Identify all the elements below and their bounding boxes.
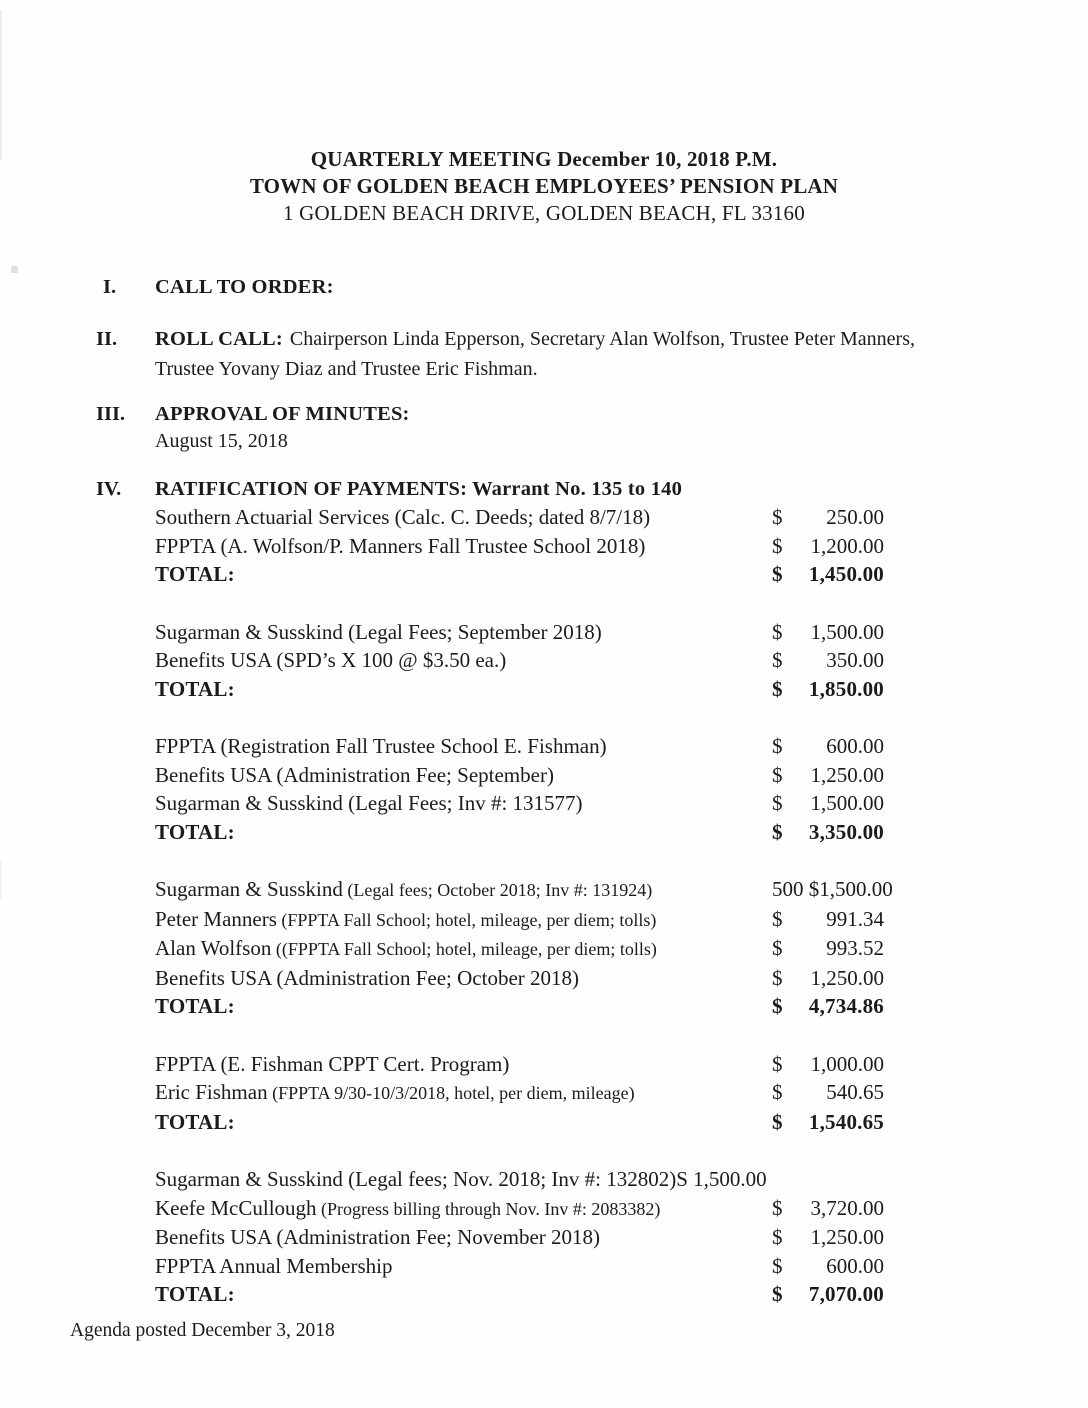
amount-value: 1,200.00	[810, 533, 884, 558]
currency-symbol: $	[772, 505, 783, 529]
amount-value: 600.00	[826, 1253, 884, 1278]
payment-amount	[772, 503, 884, 532]
amount-value: 3,720.00	[810, 1195, 884, 1220]
currency-symbol: $	[772, 533, 783, 558]
payment-description	[155, 1194, 772, 1224]
payment-description	[155, 646, 772, 675]
payment-total-row	[155, 1280, 975, 1309]
currency-symbol: $	[772, 936, 783, 960]
payment-note: (FPPTA Fall School; hotel, mileage, per diem; tolls)	[276, 909, 657, 930]
payee-text: FPPTA (Registration Fall Trustee School E. Fishman)	[155, 734, 607, 758]
section-ratification-of-payments	[96, 475, 988, 1309]
amount-value: 1,000.00	[810, 1051, 884, 1076]
payments-list	[155, 503, 975, 1309]
total-label: TOTAL:	[155, 994, 235, 1018]
payee-text: Eric Fishman	[155, 1080, 268, 1104]
section-content	[155, 400, 975, 454]
amount-value: 1,250.00	[810, 965, 884, 990]
payee-text: FPPTA (E. Fishman CPPT Cert. Program)	[155, 1051, 510, 1076]
payment-block	[155, 1050, 975, 1137]
amount-value: 1,850.00	[808, 676, 884, 701]
section-numeral: II.	[96, 328, 118, 350]
payment-amount	[772, 1050, 884, 1079]
currency-symbol: $	[772, 965, 783, 990]
amount-value: 540.65	[826, 1080, 884, 1104]
section-content	[155, 475, 975, 1309]
payment-amount	[772, 1194, 884, 1224]
total-label: TOTAL:	[155, 562, 235, 586]
payment-description	[155, 1223, 772, 1252]
currency-symbol: $	[772, 1051, 783, 1076]
payment-row	[155, 934, 975, 964]
section-title: ROLL CALL:	[155, 328, 283, 350]
section-title: RATIFICATION OF PAYMENTS: Warrant No. 135 to 140	[155, 478, 683, 500]
payment-description	[155, 761, 772, 790]
payment-total-row	[155, 1108, 975, 1137]
payment-description	[155, 875, 772, 905]
payment-description	[155, 1165, 676, 1194]
payee-text: FPPTA (A. Wolfson/P. Manners Fall Trustee School 2018)	[155, 533, 646, 558]
payment-row	[155, 1252, 975, 1281]
section-call-to-order	[96, 273, 988, 301]
payment-total-row	[155, 818, 975, 847]
payment-row	[155, 646, 975, 675]
amount-value: 1,500.00	[819, 877, 893, 901]
payment-amount	[772, 1223, 884, 1252]
amount-value: 993.52	[826, 936, 884, 960]
payee-text: Benefits USA (Administration Fee; November 2018)	[155, 1225, 601, 1249]
total-amount	[772, 818, 884, 847]
currency-symbol: $	[772, 906, 783, 931]
section-approval-of-minutes	[96, 400, 988, 454]
amount-value: 350.00	[826, 648, 884, 672]
payee-text: Southern Actuarial Services (Calc. C. Deeds; dated 8/7/18)	[155, 505, 651, 529]
amount-value: 4,734.86	[808, 994, 884, 1018]
total-label: TOTAL:	[155, 1282, 235, 1306]
payment-row	[155, 503, 975, 532]
amount-value: 1,500.00	[810, 791, 884, 815]
payment-amount	[772, 761, 884, 790]
currency-symbol: $	[772, 734, 783, 758]
amount-value: 3,350.00	[808, 819, 884, 844]
address-line: 1 GOLDEN BEACH DRIVE, GOLDEN BEACH, FL 33160	[283, 201, 805, 225]
payment-block	[155, 503, 975, 589]
payment-row	[155, 905, 975, 935]
total-amount	[772, 1108, 884, 1137]
currency-symbol: $	[772, 1195, 783, 1220]
total-amount	[772, 675, 884, 704]
payment-total-row	[155, 992, 975, 1021]
payment-amount	[772, 1252, 884, 1281]
total-label: TOTAL:	[155, 1109, 235, 1134]
payee-text: FPPTA Annual Membership	[155, 1253, 393, 1278]
currency-symbol: $	[772, 819, 783, 844]
payment-note: (Legal fees; October 2018; Inv #: 131924)	[342, 880, 653, 900]
payment-description	[155, 503, 772, 532]
payment-row	[155, 618, 975, 647]
section-title: APPROVAL OF MINUTES:	[155, 403, 410, 425]
amount-value: 1,450.00	[808, 562, 884, 586]
payment-amount	[772, 646, 884, 675]
payment-block	[155, 1165, 975, 1309]
amount-value: 1,500.00	[810, 619, 884, 644]
payment-amount: S 1,500.00	[676, 1167, 767, 1191]
payee-text: Sugarman & Susskind (Legal Fees; Inv #: 131577)	[155, 791, 583, 815]
currency-symbol: $	[772, 1253, 783, 1278]
payee-text: Keefe McCullough	[155, 1195, 317, 1220]
payment-note: (FPPTA 9/30-10/3/2018, hotel, per diem, mileage)	[267, 1083, 635, 1103]
payment-note: ((FPPTA Fall School; hotel, mileage, per diem; tolls)	[271, 939, 657, 959]
payment-amount	[772, 789, 884, 818]
currency-symbol: $	[772, 562, 783, 586]
payment-note: (Progress billing through Nov. Inv #: 2083382)	[316, 1198, 661, 1219]
amount-value: 250.00	[826, 505, 884, 529]
currency-symbol: $	[772, 791, 783, 815]
payee-text: Alan Wolfson	[155, 936, 272, 960]
payment-description	[155, 732, 772, 761]
section-numeral: IV.	[96, 478, 122, 500]
payment-row	[155, 789, 975, 818]
payment-amount	[772, 964, 884, 993]
currency-symbol: $	[772, 762, 783, 787]
payment-row	[155, 1078, 975, 1108]
payment-row	[155, 761, 975, 790]
currency-symbol: $	[772, 1080, 783, 1104]
payment-description	[155, 905, 772, 935]
currency-symbol: $	[772, 1225, 783, 1249]
meeting-title-line: QUARTERLY MEETING December 10, 2018 P.M.	[310, 147, 778, 171]
scan-artifact	[0, 10, 2, 160]
payment-amount	[772, 618, 884, 647]
currency-symbol: 500 $	[772, 877, 820, 901]
payment-description	[155, 934, 772, 964]
amount-value: 1,250.00	[810, 1225, 884, 1249]
plan-name-line: TOWN OF GOLDEN BEACH EMPLOYEES’ PENSION PLAN	[249, 174, 839, 198]
payment-row	[155, 1223, 975, 1252]
payment-row	[155, 732, 975, 761]
payment-description	[155, 532, 772, 561]
payment-description	[155, 618, 772, 647]
document-header	[0, 0, 1088, 227]
payment-block	[155, 875, 975, 1021]
payment-description	[155, 1078, 772, 1108]
payment-description	[155, 789, 772, 818]
total-amount	[772, 1280, 884, 1309]
amount-value: 1,540.65	[808, 1109, 884, 1134]
payee-text: Benefits USA (Administration Fee; October 2018)	[155, 965, 580, 990]
payee-text: Benefits USA (SPD’s X 100 @ $3.50 ea.)	[155, 648, 507, 672]
currency-symbol: $	[772, 1282, 783, 1306]
payment-amount	[772, 732, 884, 761]
payee-text: Sugarman & Susskind (Legal Fees; September 2018)	[155, 619, 602, 644]
payment-total-row	[155, 675, 975, 704]
currency-symbol: $	[772, 619, 783, 644]
amount-value: 600.00	[826, 734, 884, 758]
payment-amount	[772, 905, 884, 935]
amount-value: 991.34	[826, 906, 884, 931]
payment-row	[155, 964, 975, 993]
roll-call-names: Chairperson Linda Epperson, Secretary Alan Wolfson, Trustee Peter Manners, Trustee Yovany Diaz and Trustee Eric Fishman.	[155, 328, 915, 380]
amount-value: 1,250.00	[810, 762, 884, 787]
total-label: TOTAL:	[155, 676, 235, 701]
payee-text: Sugarman & Susskind (Legal fees; Nov. 2018; Inv #: 132802)	[155, 1167, 677, 1191]
payment-row	[155, 1194, 975, 1224]
payment-total-row	[155, 560, 975, 589]
payment-block	[155, 732, 975, 846]
section-roll-call	[96, 325, 988, 385]
section-numeral: III.	[96, 403, 126, 425]
payment-block	[155, 618, 975, 704]
currency-symbol: $	[772, 1109, 783, 1134]
payment-amount	[772, 1078, 884, 1108]
payment-row	[155, 532, 975, 561]
agenda-body	[96, 273, 988, 1309]
payment-amount	[772, 934, 884, 964]
payment-amount	[772, 532, 884, 561]
minutes-date: August 15, 2018	[155, 430, 288, 452]
payment-description	[155, 1050, 772, 1079]
payee-text: Peter Manners	[155, 906, 277, 931]
payment-row	[155, 1165, 975, 1194]
payee-text: Benefits USA (Administration Fee; September)	[155, 762, 554, 787]
currency-symbol: $	[772, 994, 783, 1018]
section-content	[155, 325, 975, 385]
payment-description	[155, 1252, 772, 1281]
scan-artifact	[11, 266, 18, 273]
currency-symbol: $	[772, 648, 783, 672]
payment-amount	[772, 875, 893, 905]
currency-symbol: $	[772, 676, 783, 701]
payment-row	[155, 875, 975, 905]
section-title: CALL TO ORDER:	[155, 276, 334, 298]
footer-note: Agenda posted December 3, 2018	[70, 1320, 335, 1341]
total-amount	[772, 992, 884, 1021]
scan-artifact	[0, 860, 2, 900]
payee-text: Sugarman & Susskind	[155, 877, 343, 901]
section-numeral: I.	[103, 276, 117, 298]
amount-value: 7,070.00	[808, 1282, 884, 1306]
section-content	[155, 273, 975, 301]
total-label: TOTAL:	[155, 819, 235, 844]
payment-description	[155, 964, 772, 993]
payment-row	[155, 1050, 975, 1079]
total-amount	[772, 560, 884, 589]
